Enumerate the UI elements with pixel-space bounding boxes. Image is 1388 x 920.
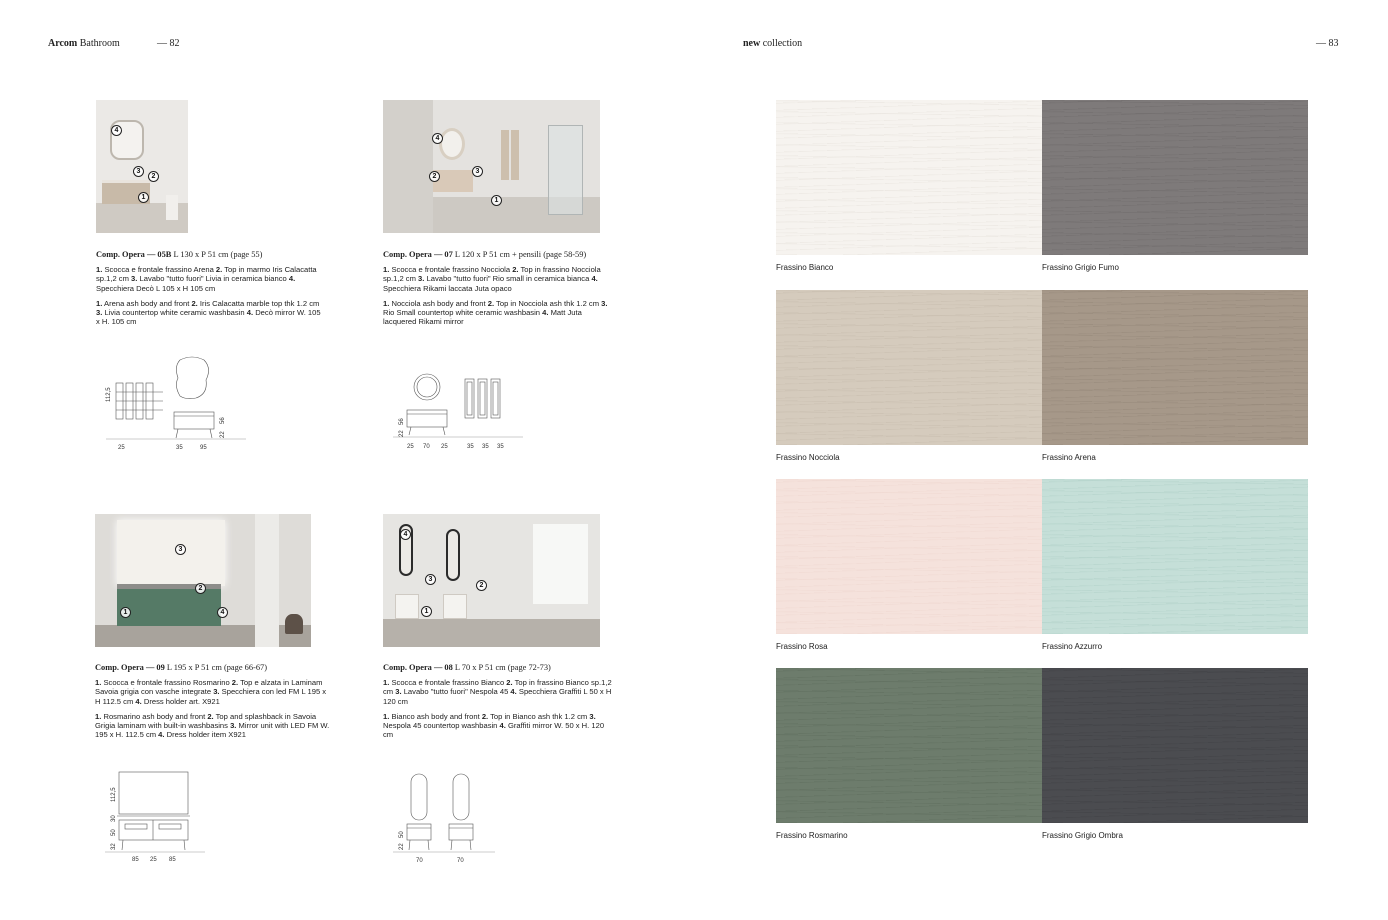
description-en: 1. Nocciola ash body and front 2. Top in Nocciola ash thk 1.2 cm 3. Rio Small countertop white ceramic washbasin 4. Matt Juta lacquered Rikami mirror [383,298,608,327]
callout-1: 1 [120,607,131,618]
callout-2: 2 [148,171,159,182]
description-it: 1. Scocca e frontale frassino Nocciola 2. Top in frassino Nocciola sp.1,2 cm 3. Lavabo "tutto fuori" Rio small in ceramica bianca 4. Specchiera Rikami laccata Juta opaco [383,265,601,293]
finish-label: Frassino Grigio Fumo [1042,263,1119,272]
photo-opera-07 [383,100,600,233]
dim-label: 22 [220,431,226,438]
callout-4: 4 [217,607,228,618]
dim-label: 56 [220,417,226,424]
callout-3: 3 [175,544,186,555]
description-en: 1. Arena ash body and front 2. Iris Calacatta marble top thk 1.2 cm 3. Livia countertop white ceramic washbasin 4. Decò mirror W. 105 x H. 105 cm [96,298,321,327]
finish-swatch [1042,100,1308,255]
technical-drawing-07 [383,365,533,455]
finish-swatch [776,668,1042,823]
dim-label: 25 [407,444,414,450]
header-brand-right: new [743,38,761,49]
composition-title: Comp. Opera — 05B L 130 x P 51 cm (page 55) [96,250,263,259]
dim-label: 112,5 [106,387,112,402]
photo-opera-09 [95,514,311,647]
composition-title: Comp. Opera — 08 L 70 x P 51 cm (page 72-73) [383,663,551,672]
dim-label: 70 [457,858,464,864]
wood-grain-texture [776,479,1042,634]
finish-label: Frassino Nocciola [776,453,840,462]
finish-swatch [1042,479,1308,634]
wood-grain-texture [1042,479,1308,634]
dim-label: 70 [423,444,430,450]
description-it: 1. Scocca e frontale frassino Bianco 2. Top in frassino Bianco sp.1,2 cm 3. Lavabo "tutto fuori" Nespola 45 4. Specchiera Graffiti L 50 x H 120 cm [383,678,612,706]
wood-grain-texture [776,290,1042,445]
composition-05b-text [96,250,326,332]
callout-1: 1 [421,606,432,617]
callout-2: 2 [476,580,487,591]
finish-label: Frassino Bianco [776,263,834,272]
callout-1: 1 [491,195,502,206]
technical-drawing-05b [96,352,256,454]
composition-08-text [383,663,613,745]
wood-grain-texture [1042,668,1308,823]
composition-title: Comp. Opera — 07 L 120 x P 51 cm + pensili (page 58-59) [383,250,587,259]
wood-grain-texture [1042,100,1308,255]
callout-3: 3 [425,574,436,585]
finish-swatch [1042,290,1308,445]
composition-07-text [383,250,613,332]
callout-3: 3 [133,166,144,177]
description-en: 1. Bianco ash body and front 2. Top in Bianco ash thk 1.2 cm 3. Nespola 45 countertop washbasin 4. Graffiti mirror W. 50 x H. 120 cm [383,711,605,740]
finish-swatch [776,479,1042,634]
dim-label: 95 [200,445,207,451]
dim-label: 70 [416,858,423,864]
dim-label: 35 [176,445,183,451]
finish-label: Frassino Grigio Ombra [1042,831,1123,840]
header-section-right: collection [762,38,803,49]
dim-label: 50 [399,831,405,838]
description-it: 1. Scocca e frontale frassino Arena 2. Top in marmo Iris Calacatta sp.1,2 cm 3. Lavabo "tutto fuori" Livia in ceramica bianco 4. Specchiera Decò L 105 x H 105 cm [96,265,317,293]
composition-09-text [95,663,331,745]
wood-grain-texture [1042,290,1308,445]
wood-grain-texture [776,100,1042,255]
dim-label: 25 [150,857,157,863]
dim-label: 22 [399,430,405,437]
right-page-number: — 83 [1316,38,1339,49]
technical-drawing-09 [95,768,215,868]
dim-label: 25 [441,444,448,450]
callout-4: 4 [400,529,411,540]
dim-label: 56 [399,418,405,425]
dim-label: 35 [497,444,504,450]
finish-swatch [776,100,1042,255]
finish-swatch [1042,668,1308,823]
finish-label: Frassino Rosa [776,642,828,651]
composition-title: Comp. Opera — 09 L 195 x P 51 cm (page 66-67) [95,663,267,672]
header-brand: Arcom [48,38,78,49]
dim-label: 85 [169,857,176,863]
callout-3: 3 [472,166,483,177]
dim-label: 35 [467,444,474,450]
header-section: Bathroom [79,38,120,49]
callout-2: 2 [429,171,440,182]
left-page-number: — 82 [157,38,180,49]
callout-4: 4 [432,133,443,144]
callout-1: 1 [138,192,149,203]
photo-opera-08 [383,514,600,647]
left-page-header [48,38,120,49]
finish-label: Frassino Azzurro [1042,642,1103,651]
dim-label: 32 [111,843,117,850]
finish-label: Frassino Rosmarino [776,831,848,840]
description-en: 1. Rosmarino ash body and front 2. Top and splashback in Savoia Grigia laminam with built-in washbasins 3. Mirror unit with LED FM W. 195 x H. 112.5 cm 4. Dress holder item X921 [95,711,330,740]
wood-grain-texture [776,668,1042,823]
dim-label: 35 [482,444,489,450]
dim-label: 30 [111,815,117,822]
technical-drawing-08 [383,770,503,870]
description-it: 1. Scocca e frontale frassino Rosmarino 2. Top e alzata in Laminam Savoia grigia con vasche integrate 3. Specchiera con led FM L 195 x H 112.5 cm 4. Dress holder art. X921 [95,678,327,706]
dim-label: 112,5 [111,787,117,802]
callout-4: 4 [111,125,122,136]
photo-opera-05b [96,100,188,233]
finish-label: Frassino Arena [1042,453,1096,462]
finish-swatch [776,290,1042,445]
dim-label: 50 [111,829,117,836]
callout-2: 2 [195,583,206,594]
dim-label: 85 [132,857,139,863]
dim-label: 22 [399,843,405,850]
right-page-header [743,38,802,49]
dim-label: 25 [118,445,125,451]
